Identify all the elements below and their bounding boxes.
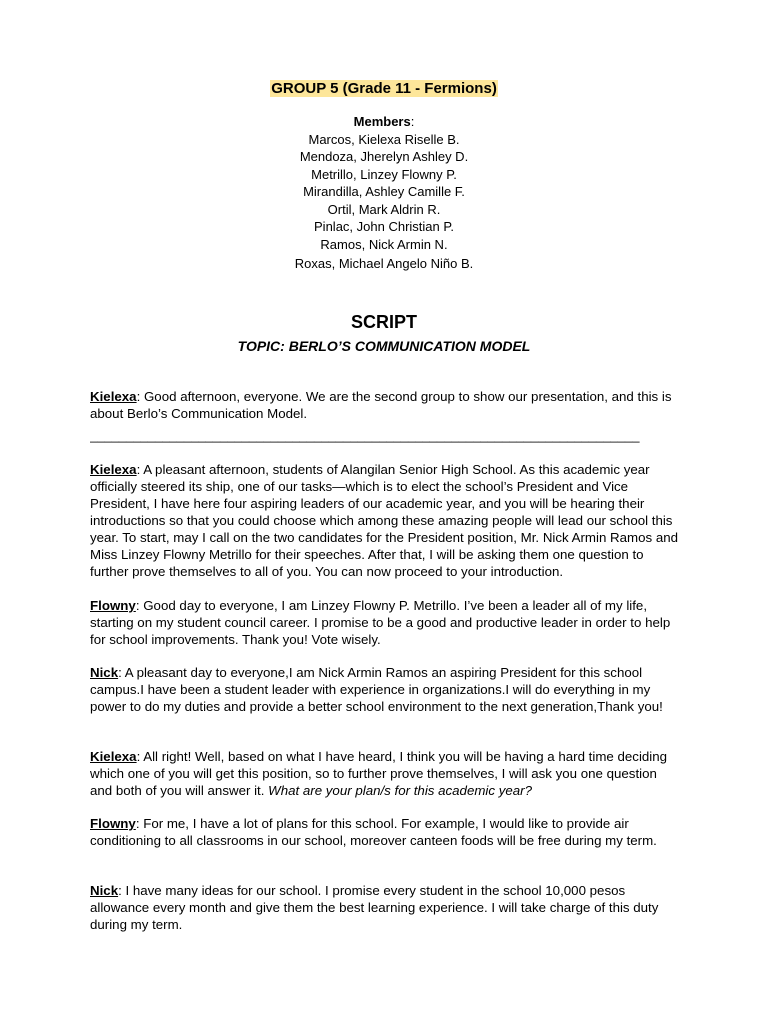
member-name: Pinlac, John Christian P.	[314, 219, 454, 234]
speaker-name: Kielexa	[90, 462, 137, 477]
group-title-text: GROUP 5 (Grade 11 - Fermions)	[271, 80, 497, 97]
speaker-name: Kielexa	[90, 389, 137, 404]
paragraph-text: : All right! Well, based on what I have heard, I think you will be having a hard time deciding which one of you will get this position, so to further prove themselves, I will ask you one question and both of you will answer it.	[90, 749, 668, 798]
speaker-name: Kielexa	[90, 749, 137, 764]
speaker-name: Nick	[90, 665, 119, 680]
paragraph-text: : A pleasant afternoon, students of Alangilan Senior High School. As this academic year officially steered its ship, one of our tasks—which is to elect the school’s President and Vice President, I have here four aspiring leaders of our academic year, and you will be hearing their introductions so that you could choose which among these amazing people will lead our school this year. To start, may I call on the two candidates for the President position, Mr. Nick Armin Ramos and Miss Linzey Flowny Metrillo for their speeches. After that, I will be asking them one question to further prove themselves to all of you. You can now proceed to your introduction.	[90, 462, 679, 579]
script-paragraph	[90, 461, 680, 580]
members-heading	[0, 113, 768, 131]
member-name: Marcos, Kielexa Riselle B.	[308, 131, 460, 147]
member-name: Ramos, Nick Armin N.	[320, 236, 448, 252]
members-colon: :	[410, 114, 415, 129]
script-paragraph	[90, 815, 680, 849]
speaker-name: Flowny	[90, 598, 136, 613]
script-title: SCRIPT	[350, 312, 417, 332]
script-topic: TOPIC: BERLO’S COMMUNICATION MODEL	[237, 338, 531, 354]
members-label: Members	[353, 114, 411, 129]
speaker-name: Nick	[90, 883, 119, 898]
paragraph-text: : Good afternoon, everyone. We are the second group to show our presentation, and this is about Berlo’s Communication Model.	[90, 389, 672, 421]
script-paragraph	[90, 748, 680, 799]
script-paragraph	[90, 664, 680, 715]
paragraph-text: : Good day to everyone, I am Linzey Flowny P. Metrillo. I’ve been a leader all of my life, starting on my student council career. I promise to be a good and productive leader in order to help for school improvements. Thank you! Vote wisely.	[90, 598, 671, 647]
member-name: Metrillo, Linzey Flowny P.	[311, 166, 457, 182]
script-paragraph	[90, 388, 680, 422]
group-title	[0, 79, 768, 99]
paragraph-text: : I have many ideas for our school. I promise every student in the school 10,000 pesos allowance every month and give them the best learning experience. I will take charge of this duty during my term.	[90, 883, 659, 932]
members-block	[0, 113, 768, 273]
section-divider: ____________________________________________________________________________	[90, 428, 640, 443]
member-name: Ortil, Mark Aldrin R.	[327, 201, 441, 217]
script-paragraph	[90, 882, 680, 933]
speaker-name: Flowny	[90, 816, 136, 831]
member-name: Mirandilla, Ashley Camille F.	[303, 184, 465, 199]
script-paragraph	[90, 597, 680, 648]
member-name: Mendoza, Jherelyn Ashley D.	[299, 149, 469, 164]
member-name: Roxas, Michael Angelo Niño B.	[294, 256, 474, 271]
paragraph-text: : A pleasant day to everyone,I am Nick Armin Ramos an aspiring President for this school campus.I have been a student leader with experience in organizations.I will do everything in my power to do my duties and provide a better school environment to the next generation,Thank you!	[90, 665, 663, 714]
paragraph-text: : For me, I have a lot of plans for this school. For example, I would like to provide air conditioning to all classrooms in our school, moreover canteen foods will be free during my term.	[90, 816, 657, 848]
question-text: What are your plan/s for this academic year?	[268, 783, 532, 798]
